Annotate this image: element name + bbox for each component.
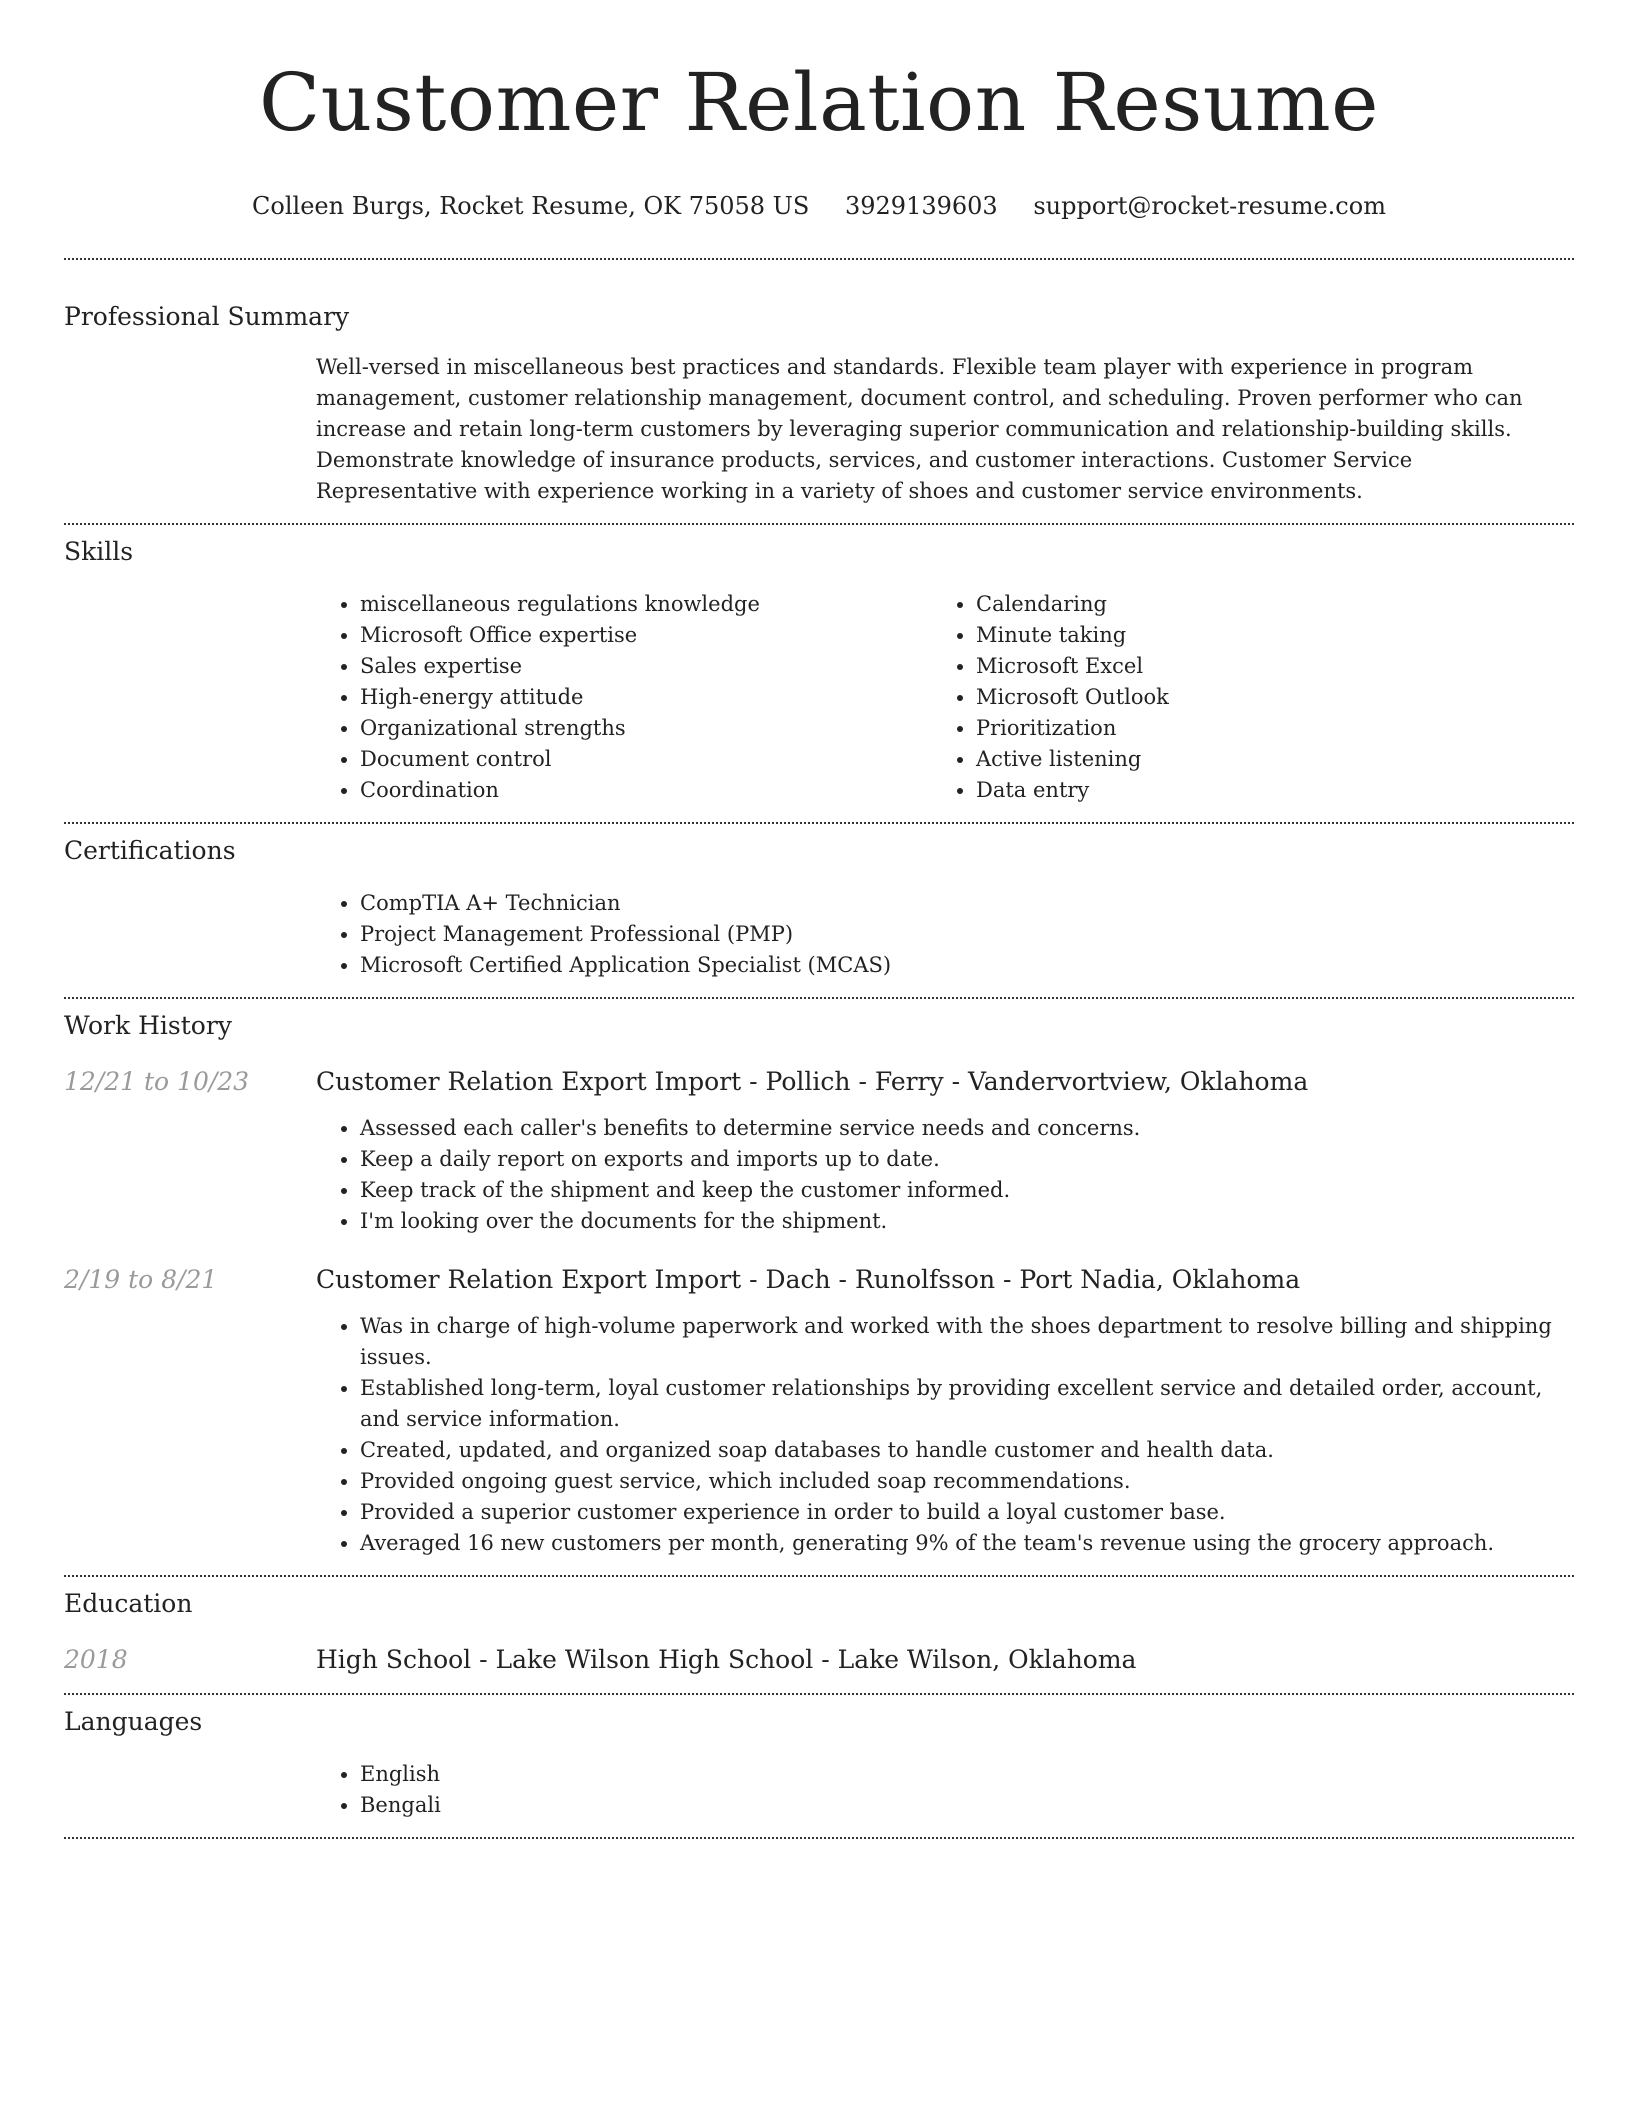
job-role: Customer Relation Export Import xyxy=(316,1067,742,1096)
list-item: • Established long-term, loyal customer relationships by providing excellent service and detailed order, account, and service information. xyxy=(360,1373,1574,1435)
list-item: • CompTIA A+ Technician xyxy=(360,888,1574,919)
contact-phone: 3929139603 xyxy=(844,192,998,220)
list-item: • Calendaring xyxy=(976,589,1548,620)
list-item: • High-energy attitude xyxy=(360,682,932,713)
list-item: • Bengali xyxy=(360,1790,1574,1821)
list-item: • I'm looking over the documents for the shipment. xyxy=(360,1206,1574,1237)
job-entry xyxy=(64,1065,1574,1237)
job-role: Customer Relation Export Import xyxy=(316,1265,742,1294)
list-item: • Document control xyxy=(360,744,932,775)
job-bullets xyxy=(316,1113,1574,1237)
job-dates: 12/21 to 10/23 xyxy=(64,1067,250,1096)
list-item: • Microsoft Certified Application Specialist (MCAS) xyxy=(360,950,1574,981)
job-location: Vandervortview, Oklahoma xyxy=(967,1067,1309,1096)
list-item: • Keep track of the shipment and keep the customer informed. xyxy=(360,1175,1574,1206)
list-item: • Project Management Professional (PMP) xyxy=(360,919,1574,950)
skills-list-right xyxy=(932,589,1548,806)
education-year: 2018 xyxy=(64,1645,128,1674)
section-title-languages: Languages xyxy=(64,1707,203,1736)
education-location: Lake Wilson, Oklahoma xyxy=(837,1645,1137,1674)
section-title-work: Work History xyxy=(64,1011,232,1040)
skills-section xyxy=(64,535,1574,806)
list-item: • Provided ongoing guest service, which included soap recommendations. xyxy=(360,1466,1574,1497)
list-item: • Coordination xyxy=(360,775,932,806)
list-item: • Prioritization xyxy=(976,713,1548,744)
certifications-section xyxy=(64,834,1574,981)
list-item: • Organizational strengths xyxy=(360,713,932,744)
resume-page xyxy=(64,0,1574,1839)
list-item: • Keep a daily report on exports and imports up to date. xyxy=(360,1144,1574,1175)
divider xyxy=(64,258,1574,260)
job-entry xyxy=(64,1263,1574,1559)
job-bullets xyxy=(316,1311,1574,1559)
list-item: • Active listening xyxy=(976,744,1548,775)
section-title-certifications: Certifications xyxy=(64,836,236,865)
contact-line xyxy=(64,190,1574,222)
divider xyxy=(64,1837,1574,1839)
education-school: Lake Wilson High School xyxy=(495,1645,814,1674)
languages-list xyxy=(316,1759,1574,1821)
resume-title: Customer Relation Resume xyxy=(258,56,1380,149)
job-title: Customer Relation Export Import - Pollich - Ferry - Vandervortview, Oklahoma xyxy=(316,1067,1309,1096)
job-location: Port Nadia, Oklahoma xyxy=(1019,1265,1301,1294)
divider xyxy=(64,822,1574,824)
certifications-list xyxy=(316,888,1574,981)
section-title-skills: Skills xyxy=(64,537,134,566)
list-item: • Provided a superior customer experience in order to build a loyal customer base. xyxy=(360,1497,1574,1528)
job-company: Dach - Runolfsson xyxy=(765,1265,996,1294)
list-item: • Minute taking xyxy=(976,620,1548,651)
education-degree: High School xyxy=(316,1645,472,1674)
divider xyxy=(64,1693,1574,1695)
education-section xyxy=(64,1587,1574,1677)
section-title-summary: Professional Summary xyxy=(64,302,350,331)
divider xyxy=(64,1575,1574,1577)
work-section xyxy=(64,1009,1574,1559)
list-item: • Microsoft Outlook xyxy=(976,682,1548,713)
list-item: • Data entry xyxy=(976,775,1548,806)
languages-section xyxy=(64,1705,1574,1821)
divider xyxy=(64,523,1574,525)
list-item: • Sales expertise xyxy=(360,651,932,682)
education-title: High School - Lake Wilson High School - Lake Wilson, Oklahoma xyxy=(316,1645,1137,1674)
list-item: • Microsoft Excel xyxy=(976,651,1548,682)
job-title: Customer Relation Export Import - Dach - Runolfsson - Port Nadia, Oklahoma xyxy=(316,1265,1301,1294)
list-item: • Assessed each caller's benefits to determine service needs and concerns. xyxy=(360,1113,1574,1144)
list-item: • Averaged 16 new customers per month, generating 9% of the team's revenue using the grocery approach. xyxy=(360,1528,1574,1559)
list-item: • Was in charge of high-volume paperwork and worked with the shoes department to resolve billing and shipping issues. xyxy=(360,1311,1574,1373)
summary-section xyxy=(64,300,1574,507)
contact-email: support@rocket-resume.com xyxy=(1033,192,1386,220)
list-item: • English xyxy=(360,1759,1574,1790)
contact-address: Colleen Burgs, Rocket Resume, OK 75058 US xyxy=(252,192,810,220)
list-item: • Created, updated, and organized soap databases to handle customer and health data. xyxy=(360,1435,1574,1466)
divider xyxy=(64,997,1574,999)
education-entry xyxy=(64,1643,1574,1677)
section-title-education: Education xyxy=(64,1589,193,1618)
job-dates: 2/19 to 8/21 xyxy=(64,1265,218,1294)
job-company: Pollich - Ferry xyxy=(765,1067,944,1096)
skills-list-left xyxy=(316,589,932,806)
summary-text: Well-versed in miscellaneous best practices and standards. Flexible team player with experience in program management, customer relationship management, document control, and scheduling. Proven performer who can increase and retain long-term customers by leveraging superior communication and relationship-building skills. Demonstrate knowledge of insurance products, services, and customer interactions. Customer Service Representative with experience working in a variety of shoes and customer service environments. xyxy=(316,355,1523,503)
list-item: • miscellaneous regulations knowledge xyxy=(360,589,932,620)
list-item: • Microsoft Office expertise xyxy=(360,620,932,651)
